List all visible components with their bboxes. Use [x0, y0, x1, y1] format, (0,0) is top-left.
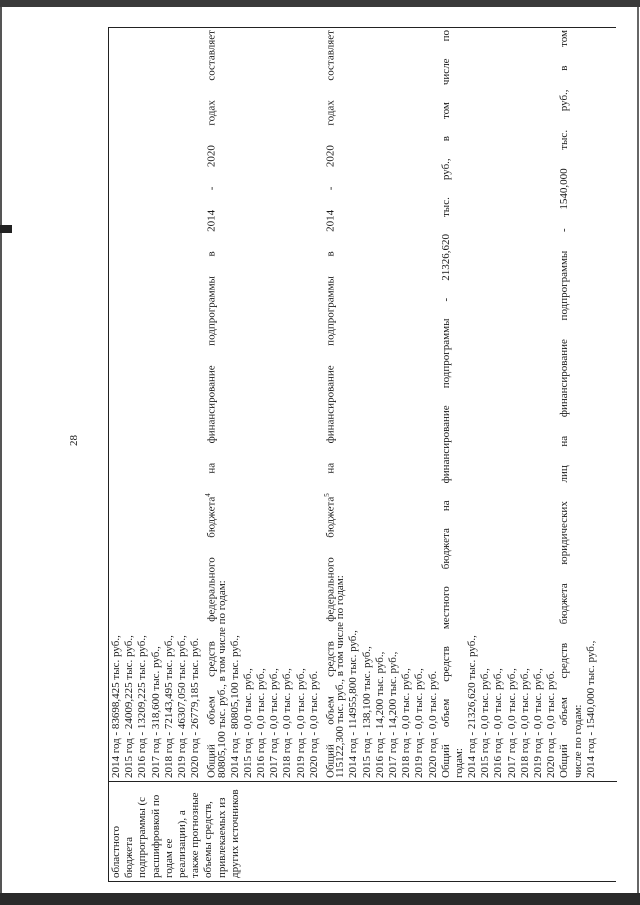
scan-border-right — [637, 7, 639, 893]
federal2-intro-text-cont: на финансирование подпрограммы в 2014 - 2020 годах составляет — [324, 30, 337, 494]
year-amount-line: 2019 год - 0,0 тыс. руб., — [294, 668, 307, 778]
year-amount-line: 2020 год - 26779,185 тыс. руб. — [189, 637, 202, 778]
label-line: подпрограммы (с — [136, 796, 149, 878]
label-line: реализации), а — [175, 810, 188, 878]
year-amount-line: 2018 год - 0,0 тыс. руб., — [400, 668, 413, 778]
label-line: бюджета — [123, 836, 136, 878]
scan-border-top — [0, 0, 640, 7]
federal2-intro-text: Общий объем средств федерального бюджета — [324, 496, 337, 778]
year-amount-line: 2016 год - 0,0 тыс. руб., — [255, 668, 268, 778]
year-amount-line: 2015 год - 138,100 тыс. руб., — [360, 646, 373, 778]
year-amount-line: 2018 год - 72143,495 тыс. руб., — [162, 635, 175, 778]
year-amount-line: 2019 год - 0,0 тыс. руб., — [413, 668, 426, 778]
label-line: также прогнозные — [189, 792, 202, 878]
year-amount-line: 2014 год - 80805,100 тыс. руб., — [228, 635, 241, 778]
regional-budget-years — [110, 30, 202, 778]
table-label-cell — [110, 784, 242, 878]
year-amount-line: 2018 год - 0,0 тыс. руб., — [281, 668, 294, 778]
federal-intro-text-cont: на финансирование подпрограммы в 2014 - 2020 годах составляет — [205, 30, 218, 494]
subprogram-funding-table — [108, 27, 616, 882]
label-line: расшифровкой по — [149, 794, 162, 878]
scan-border-bottom — [0, 893, 640, 905]
federal2-total-line: 115122,300 тыс. руб., в том числе по годам: — [334, 575, 347, 778]
label-line: объемы средств, — [202, 801, 215, 878]
year-amount-line: 2018 год - 0,0 тыс. руб., — [518, 668, 531, 778]
scan-border-left — [0, 7, 2, 893]
year-amount-line: 2017 год - 14,200 тыс. руб., — [386, 651, 399, 778]
local-intro-line: Общий объем средств местного бюджета на финансирование подпрограммы - 21326,620 тыс. руб., в том числе по — [439, 30, 452, 778]
year-amount-line: 2014 год - 83698,425 тыс. руб., — [110, 635, 122, 778]
federal2-intro-line — [321, 30, 337, 778]
label-line: привлекаемых из — [215, 797, 228, 878]
page-number: 28 — [68, 435, 80, 446]
footnote-marker: 4 — [204, 493, 213, 497]
year-amount-line: 2015 год - 0,0 тыс. руб., — [241, 668, 254, 778]
scan-mark — [0, 225, 12, 233]
footnote-marker: 5 — [323, 493, 331, 497]
year-amount-line: 2014 год - 114955,800 тыс. руб., — [347, 630, 360, 778]
legal-intro-line: Общий объем средств бюджета юридических лиц на финансирование подпрограммы - 1540,000 тыс. руб., в том — [558, 30, 571, 778]
label-line: областного — [110, 825, 122, 878]
year-amount-line: 2016 год - 13209,225 тыс. руб., — [136, 635, 149, 778]
year-amount-line: 2015 год - 0,0 тыс. руб., — [479, 668, 492, 778]
year-amount-line: 2017 год - 0,0 тыс. руб., — [268, 668, 281, 778]
year-amount-line: 2020 год - 0,0 тыс. руб. — [545, 670, 558, 778]
federal-budget-years — [229, 30, 321, 778]
year-amount-line: 2015 год - 24009,225 тыс. руб., — [123, 635, 136, 778]
year-amount-line: 2019 год - 46307,050 тыс. руб., — [175, 635, 188, 778]
local-intro-cont: годам: — [452, 748, 465, 778]
rotated-document — [46, 27, 616, 882]
federal-intro-line — [202, 30, 218, 778]
federal-total-line: 80805,100 тыс. руб., в том числе по годам: — [215, 580, 228, 778]
year-amount-line: 2017 год - 318,600 тыс. руб., — [149, 646, 162, 778]
year-amount-line: 2014 год - 21326,620 тыс. руб., — [466, 635, 479, 778]
year-amount-line: 2014 год - 1540,000 тыс. руб., — [584, 640, 597, 778]
year-amount-line: 2019 год - 0,0 тыс. руб., — [532, 668, 544, 778]
year-amount-line: 2020 год - 0,0 тыс. руб. — [426, 670, 439, 778]
label-line: других источников — [228, 789, 241, 878]
federal-intro-text: Общий объем средств федерального бюджета — [205, 496, 218, 778]
column-divider — [109, 781, 617, 782]
year-amount-line: 2016 год - 0,0 тыс. руб., — [492, 668, 505, 778]
year-amount-line: 2020 год - 0,0 тыс. руб. — [307, 670, 320, 778]
local-budget-years — [466, 30, 558, 778]
table-content-cell — [110, 30, 598, 778]
label-line: годам ее — [162, 838, 175, 878]
year-amount-line: 2017 год - 0,0 тыс. руб., — [505, 668, 518, 778]
legal-entities-years — [585, 30, 598, 778]
federal2-budget-years — [347, 30, 439, 778]
legal-intro-cont: числе по годам: — [571, 704, 584, 778]
year-amount-line: 2016 год - 14,200 тыс. руб., — [373, 651, 386, 778]
